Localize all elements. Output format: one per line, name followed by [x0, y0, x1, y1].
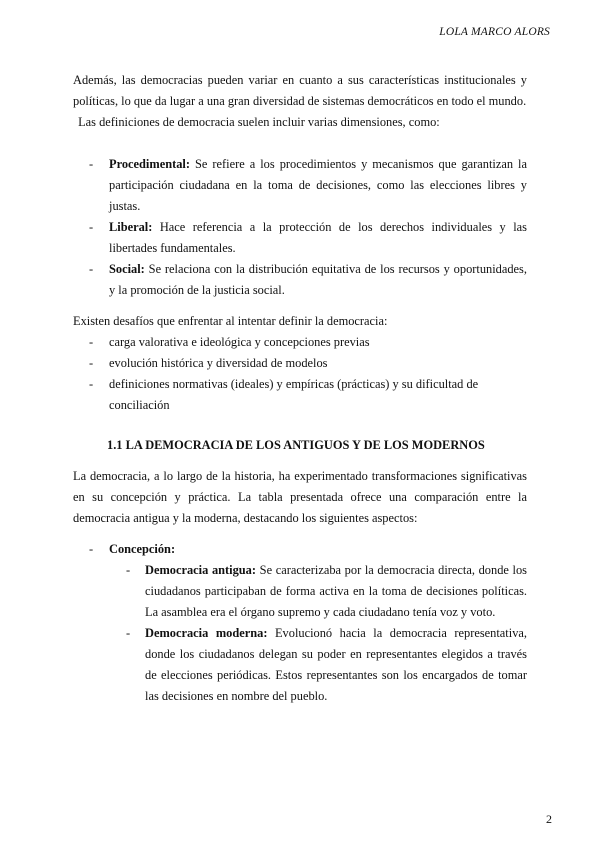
dimension-term: Social: [109, 262, 145, 276]
list-item [109, 560, 527, 623]
challenges-intro: Existen desafíos que enfrentar al intentar definir la democracia: [73, 314, 388, 328]
list-item [73, 539, 527, 707]
list-item: - carga valorativa e ideológica y concepciones previas [73, 332, 527, 353]
dimension-term: Procedimental: [109, 157, 190, 171]
dimension-term: Liberal: [109, 220, 153, 234]
list-item [73, 259, 527, 301]
concept-term: Democracia moderna: [145, 626, 268, 640]
list-item: - evolución histórica y diversidad de modelos [73, 353, 527, 374]
page-number: 2 [546, 812, 552, 826]
dimensions-list [73, 154, 527, 301]
list-item [109, 623, 527, 707]
section-heading: 1.1 LA DEMOCRACIA DE LOS ANTIGUOS Y DE LOS MODERNOS [107, 438, 485, 452]
concept-list [73, 539, 527, 707]
intro-paragraph: Además, las democracias pueden variar en cuanto a sus características institucionales y políticas, lo que da lugar a una gran diversidad de sistemas democráticos en todo el mundo. [73, 73, 527, 108]
concept-text: Se caracterizaba por la democracia directa, donde los ciudadanos participaban de forma activa en la toma de decisiones políticas. La asamblea era el órgano supremo y cada ciudadano tenía voz y voto. [145, 563, 527, 619]
dimension-text: Se refiere a los procedimientos y mecanismos que garantizan la participación ciudadana en la toma de decisiones, como las elecciones libres y justas. [109, 157, 527, 213]
concept-term: Democracia antigua: [145, 563, 257, 577]
concept-label: Concepción: [109, 542, 176, 556]
dimensions-intro-text: Las definiciones de democracia suelen incluir varias dimensiones, como: [78, 115, 440, 129]
dimensions-intro-paragraph [73, 112, 527, 133]
concept-text: Evolucionó hacia la democracia representativa, donde los ciudadanos delegan su poder en representantes elegidos a través de elecciones periódicas. Estos representantes son los encargados de tomar las decisiones en nombre del pueblo. [145, 626, 527, 703]
list-item [73, 154, 527, 217]
dimension-text: Hace referencia a la protección de los derechos individuales y las libertades fundamentales. [109, 220, 527, 255]
challenges-list [73, 332, 527, 416]
page-body [73, 70, 527, 707]
running-header-author: LOLA MARCO ALORS [439, 26, 550, 38]
dimension-text: Se relaciona con la distribución equitativa de los recursos y oportunidades, y la promoción de la justicia social. [109, 262, 527, 297]
section-paragraph: La democracia, a lo largo de la historia, ha experimentado transformaciones significativas en su concepción y práctica. La tabla presentada ofrece una comparación entre la democracia antigua y la moderna, destacando los siguientes aspectos: [73, 469, 527, 525]
list-item: - definiciones normativas (ideales) y empíricas (prácticas) y su dificultad de conciliación [73, 374, 527, 416]
concept-sublist [109, 560, 527, 707]
list-item [73, 217, 527, 259]
